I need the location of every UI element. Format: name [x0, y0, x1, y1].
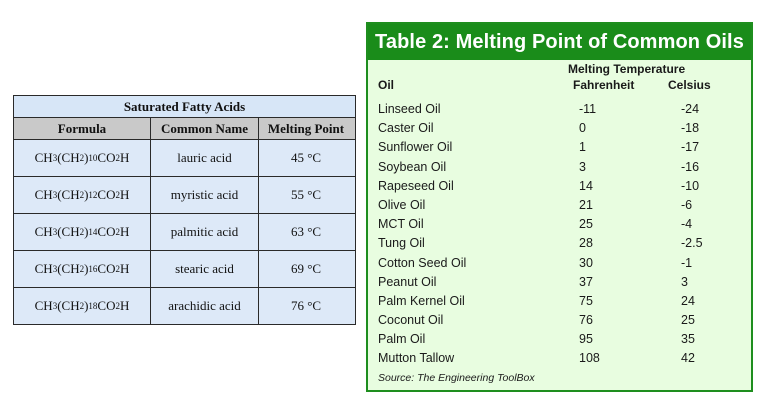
- oil-name: Soybean Oil: [378, 159, 447, 174]
- oil-name: Tung Oil: [378, 236, 425, 251]
- table-row: [14, 214, 355, 251]
- fahrenheit-value: 75: [579, 293, 593, 308]
- header-melting-temperature: Melting Temperature: [568, 62, 686, 76]
- table-row: [368, 273, 751, 292]
- table-row: [368, 138, 751, 157]
- table-title: Saturated Fatty Acids: [14, 96, 355, 118]
- oil-name: Coconut Oil: [378, 313, 444, 328]
- table-row: [368, 119, 751, 138]
- table-row: [368, 158, 751, 177]
- fahrenheit-value: 30: [579, 255, 593, 270]
- fahrenheit-value: -11: [579, 102, 597, 116]
- table-row: [368, 196, 751, 215]
- header-fahrenheit: Fahrenheit: [573, 78, 635, 92]
- common-name-cell: lauric acid: [151, 140, 259, 176]
- formula-cell: CH 3 (CH 2 ) 14 CO 2 H: [14, 214, 151, 250]
- fahrenheit-value: 108: [579, 351, 600, 366]
- oil-name: Palm Kernel Oil: [378, 293, 465, 308]
- table-row: [368, 311, 751, 330]
- fahrenheit-value: 3: [579, 159, 586, 174]
- fahrenheit-value: 37: [579, 274, 593, 289]
- common-name-cell: arachidic acid: [151, 288, 259, 324]
- oil-name: Linseed Oil: [378, 102, 441, 116]
- oil-name: Olive Oil: [378, 197, 426, 212]
- celsius-value: -6: [681, 197, 693, 212]
- table-row: [368, 292, 751, 311]
- common-name-cell: stearic acid: [151, 251, 259, 287]
- celsius-value: -17: [681, 140, 700, 155]
- fahrenheit-value: 28: [579, 236, 593, 251]
- celsius-value: 42: [681, 351, 695, 366]
- header-common-name: Common Name: [151, 118, 259, 139]
- celsius-value: -10: [681, 178, 700, 193]
- oil-list: [368, 96, 751, 369]
- formula-cell: CH 3 (CH 2 ) 12 CO 2 H: [14, 177, 151, 213]
- oil-name: Palm Oil: [378, 332, 426, 347]
- formula-cell: CH 3 (CH 2 ) 16 CO 2 H: [14, 251, 151, 287]
- saturated-fatty-acids-table: [13, 95, 356, 325]
- melting-point-cell: 45 °C: [290, 150, 322, 165]
- formula-cell: CH 3 (CH 2 ) 18 CO 2 H: [14, 288, 151, 324]
- header-oil: Oil: [378, 78, 395, 92]
- celsius-value: -2.5: [681, 236, 703, 251]
- celsius-value: 25: [681, 313, 695, 328]
- table-row: [14, 288, 355, 324]
- table-row: [368, 100, 751, 119]
- melting-point-cell: 69 °C: [290, 261, 322, 276]
- table-row: [368, 177, 751, 196]
- source-note: Source: The Engineering ToolBox: [378, 372, 535, 384]
- melting-point-cell: 76 °C: [290, 298, 322, 313]
- table-header: [368, 60, 751, 96]
- table-row: [14, 140, 355, 177]
- common-name-cell: myristic acid: [151, 177, 259, 213]
- table-row: [368, 254, 751, 273]
- table-title: Table 2: Melting Point of Common Oils: [368, 24, 751, 60]
- table-row: [14, 251, 355, 288]
- fahrenheit-value: 1: [579, 140, 586, 155]
- oil-name: Caster Oil: [378, 121, 434, 136]
- celsius-value: 24: [681, 293, 695, 308]
- header-melting-point: Melting Point: [267, 121, 345, 136]
- oil-name: Cotton Seed Oil: [378, 255, 467, 270]
- table-row: [14, 177, 355, 214]
- fahrenheit-value: 0: [579, 121, 586, 136]
- melting-point-cell: 63 °C: [290, 224, 322, 239]
- fahrenheit-value: 76: [579, 313, 593, 328]
- table-header-row: [14, 118, 355, 140]
- fahrenheit-value: 21: [579, 197, 593, 212]
- table-row: [368, 349, 751, 368]
- oil-name: MCT Oil: [378, 217, 424, 232]
- oil-name: Rapeseed Oil: [378, 178, 454, 193]
- celsius-value: 35: [681, 332, 695, 347]
- fahrenheit-value: 14: [579, 178, 593, 193]
- celsius-value: -4: [681, 217, 693, 232]
- celsius-value: -18: [681, 121, 700, 136]
- table-row: [368, 330, 751, 349]
- celsius-value: -1: [681, 255, 693, 270]
- oil-name: Mutton Tallow: [378, 351, 455, 366]
- fahrenheit-value: 25: [579, 217, 593, 232]
- header-celsius: Celsius: [668, 78, 711, 92]
- oil-name: Sunflower Oil: [378, 140, 453, 155]
- header-formula: Formula: [14, 118, 151, 139]
- celsius-value: -16: [681, 159, 700, 174]
- celsius-value: 3: [681, 274, 688, 289]
- table-row: [368, 234, 751, 253]
- oil-name: Peanut Oil: [378, 274, 437, 289]
- celsius-value: -24: [681, 102, 700, 116]
- common-name-cell: palmitic acid: [151, 214, 259, 250]
- melting-point-cell: 55 °C: [290, 187, 322, 202]
- fahrenheit-value: 95: [579, 332, 593, 347]
- oils-melting-point-table: [366, 22, 753, 392]
- table-row: [368, 215, 751, 234]
- formula-cell: CH 3 (CH 2 ) 10 CO 2 H: [14, 140, 151, 176]
